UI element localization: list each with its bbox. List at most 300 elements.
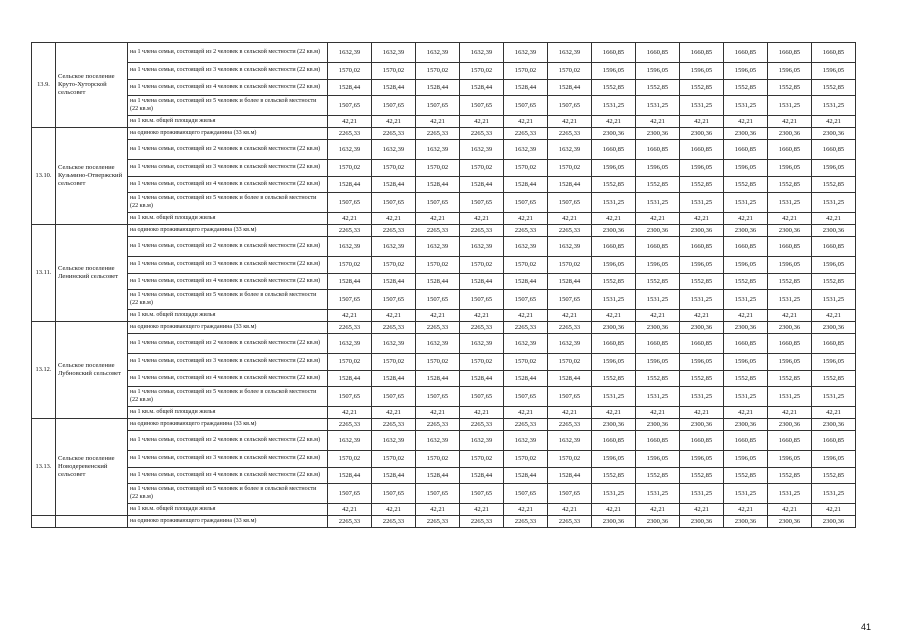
table-row bbox=[32, 43, 856, 63]
value-cell: 2265,33 bbox=[504, 322, 548, 334]
value-cell: 42,21 bbox=[768, 504, 812, 516]
value-cell: 2300,36 bbox=[680, 516, 724, 528]
value-cell: 1531,25 bbox=[812, 193, 856, 213]
value-cell: 1531,25 bbox=[768, 96, 812, 116]
value-cell: 1528,44 bbox=[328, 273, 372, 290]
value-cell: 1632,39 bbox=[328, 43, 372, 63]
table-row bbox=[32, 310, 856, 322]
value-cell: 1507,65 bbox=[548, 387, 592, 407]
value-cell: 1596,05 bbox=[724, 63, 768, 80]
value-cell: 1570,02 bbox=[416, 451, 460, 468]
table-row bbox=[32, 451, 856, 468]
value-cell: 1570,02 bbox=[548, 160, 592, 177]
value-cell: 42,21 bbox=[548, 504, 592, 516]
value-cell: 2265,33 bbox=[328, 419, 372, 431]
value-cell: 1660,85 bbox=[724, 334, 768, 354]
table-row bbox=[32, 96, 856, 116]
value-cell: 2300,36 bbox=[812, 225, 856, 237]
value-cell: 2265,33 bbox=[372, 128, 416, 140]
value-cell: 1660,85 bbox=[636, 334, 680, 354]
value-cell: 42,21 bbox=[460, 407, 504, 419]
norm-description: на 1 члена семьи, состоящей из 4 человек в сельской местности (22 кв.м) bbox=[128, 79, 328, 96]
value-cell: 1552,85 bbox=[636, 370, 680, 387]
value-cell: 1507,65 bbox=[328, 193, 372, 213]
value-cell: 1660,85 bbox=[636, 43, 680, 63]
value-cell: 1660,85 bbox=[592, 431, 636, 451]
value-cell: 2265,33 bbox=[328, 128, 372, 140]
value-cell: 1531,25 bbox=[636, 484, 680, 504]
value-cell: 2300,36 bbox=[768, 322, 812, 334]
value-cell: 1632,39 bbox=[372, 43, 416, 63]
value-cell: 1531,25 bbox=[768, 387, 812, 407]
value-cell: 2300,36 bbox=[724, 419, 768, 431]
value-cell: 1507,65 bbox=[504, 193, 548, 213]
value-cell: 1570,02 bbox=[416, 63, 460, 80]
value-cell: 1660,85 bbox=[592, 43, 636, 63]
value-cell: 1632,39 bbox=[416, 431, 460, 451]
value-cell: 1528,44 bbox=[460, 79, 504, 96]
value-cell: 42,21 bbox=[504, 310, 548, 322]
value-cell: 1528,44 bbox=[548, 467, 592, 484]
norm-description: на 1 члена семьи, состоящей из 3 человек в сельской местности (22 кв.м) bbox=[128, 160, 328, 177]
value-cell: 1531,25 bbox=[680, 193, 724, 213]
norm-description: на 1 члена семьи, состоящей из 5 человек и более в сельской местности (22 кв.м) bbox=[128, 387, 328, 407]
table-row bbox=[32, 140, 856, 160]
table-row bbox=[32, 467, 856, 484]
value-cell: 1507,65 bbox=[328, 96, 372, 116]
value-cell: 1528,44 bbox=[328, 467, 372, 484]
value-cell: 42,21 bbox=[724, 407, 768, 419]
value-cell: 42,21 bbox=[372, 116, 416, 128]
value-cell: 1507,65 bbox=[460, 387, 504, 407]
value-cell: 1507,65 bbox=[460, 96, 504, 116]
norm-description: на 1 члена семьи, состоящей из 4 человек в сельской местности (22 кв.м) bbox=[128, 273, 328, 290]
value-cell: 2265,33 bbox=[372, 419, 416, 431]
value-cell: 2265,33 bbox=[504, 419, 548, 431]
value-cell: 42,21 bbox=[636, 116, 680, 128]
value-cell: 42,21 bbox=[812, 116, 856, 128]
value-cell: 42,21 bbox=[636, 310, 680, 322]
value-cell: 1660,85 bbox=[812, 140, 856, 160]
value-cell: 1531,25 bbox=[724, 484, 768, 504]
value-cell: 1596,05 bbox=[768, 354, 812, 371]
value-cell: 1570,02 bbox=[460, 451, 504, 468]
value-cell: 1632,39 bbox=[416, 237, 460, 257]
value-cell: 1531,25 bbox=[636, 193, 680, 213]
value-cell: 1660,85 bbox=[812, 334, 856, 354]
value-cell: 1596,05 bbox=[680, 257, 724, 274]
value-cell: 42,21 bbox=[680, 213, 724, 225]
value-cell: 1552,85 bbox=[636, 467, 680, 484]
value-cell: 2300,36 bbox=[592, 516, 636, 528]
value-cell: 1552,85 bbox=[812, 176, 856, 193]
value-cell: 1528,44 bbox=[416, 370, 460, 387]
value-cell: 1632,39 bbox=[504, 43, 548, 63]
value-cell: 1570,02 bbox=[372, 451, 416, 468]
value-cell: 1552,85 bbox=[680, 467, 724, 484]
page-number: 41 bbox=[860, 622, 871, 632]
table-row bbox=[32, 128, 856, 140]
value-cell: 1507,65 bbox=[460, 193, 504, 213]
value-cell: 42,21 bbox=[548, 310, 592, 322]
value-cell: 1570,02 bbox=[328, 354, 372, 371]
value-cell: 1528,44 bbox=[460, 467, 504, 484]
value-cell: 1531,25 bbox=[812, 484, 856, 504]
value-cell: 42,21 bbox=[592, 116, 636, 128]
value-cell: 42,21 bbox=[548, 407, 592, 419]
value-cell: 1570,02 bbox=[416, 257, 460, 274]
value-cell: 1507,65 bbox=[416, 96, 460, 116]
value-cell: 1552,85 bbox=[812, 79, 856, 96]
value-cell: 1596,05 bbox=[812, 63, 856, 80]
value-cell: 2300,36 bbox=[768, 516, 812, 528]
table-row bbox=[32, 290, 856, 310]
value-cell: 1552,85 bbox=[680, 176, 724, 193]
value-cell: 2265,33 bbox=[460, 128, 504, 140]
value-cell: 2265,33 bbox=[548, 419, 592, 431]
value-cell: 42,21 bbox=[504, 116, 548, 128]
norm-description: на 1 члена семьи, состоящей из 3 человек в сельской местности (22 кв.м) bbox=[128, 451, 328, 468]
value-cell: 2265,33 bbox=[416, 128, 460, 140]
value-cell: 1660,85 bbox=[768, 237, 812, 257]
value-cell: 1632,39 bbox=[416, 140, 460, 160]
value-cell: 1596,05 bbox=[812, 354, 856, 371]
table-row bbox=[32, 431, 856, 451]
norm-description: на 1 члена семьи, состоящей из 4 человек в сельской местности (22 кв.м) bbox=[128, 467, 328, 484]
value-cell: 1570,02 bbox=[548, 451, 592, 468]
value-cell: 42,21 bbox=[372, 504, 416, 516]
value-cell: 42,21 bbox=[724, 504, 768, 516]
value-cell: 1531,25 bbox=[592, 96, 636, 116]
value-cell: 42,21 bbox=[416, 116, 460, 128]
section-index: 13.11. bbox=[32, 225, 56, 322]
table-row bbox=[32, 213, 856, 225]
table-row bbox=[32, 322, 856, 334]
settlement-name: Сельское поселение Новодеревенский сельсовет bbox=[56, 419, 128, 516]
value-cell: 1528,44 bbox=[548, 176, 592, 193]
value-cell: 2265,33 bbox=[548, 516, 592, 528]
value-cell: 1507,65 bbox=[328, 387, 372, 407]
value-cell: 1531,25 bbox=[812, 96, 856, 116]
value-cell: 1660,85 bbox=[812, 43, 856, 63]
value-cell: 1660,85 bbox=[812, 237, 856, 257]
value-cell: 1632,39 bbox=[504, 431, 548, 451]
value-cell: 1531,25 bbox=[768, 290, 812, 310]
value-cell: 1632,39 bbox=[548, 334, 592, 354]
value-cell: 1570,02 bbox=[460, 354, 504, 371]
table-row bbox=[32, 370, 856, 387]
value-cell: 1507,65 bbox=[504, 290, 548, 310]
value-cell: 1570,02 bbox=[328, 451, 372, 468]
value-cell: 1528,44 bbox=[548, 273, 592, 290]
value-cell: 2300,36 bbox=[592, 225, 636, 237]
value-cell: 1507,65 bbox=[328, 290, 372, 310]
section-index: 13.12. bbox=[32, 322, 56, 419]
norm-description: на 1 члена семьи, состоящей из 5 человек и более в сельской местности (22 кв.м) bbox=[128, 96, 328, 116]
value-cell: 1632,39 bbox=[372, 431, 416, 451]
value-cell: 1570,02 bbox=[372, 160, 416, 177]
value-cell: 1632,39 bbox=[504, 140, 548, 160]
value-cell: 1507,65 bbox=[460, 290, 504, 310]
table-row bbox=[32, 257, 856, 274]
value-cell: 1596,05 bbox=[680, 160, 724, 177]
value-cell: 1531,25 bbox=[724, 387, 768, 407]
value-cell: 1596,05 bbox=[812, 257, 856, 274]
value-cell: 1528,44 bbox=[372, 370, 416, 387]
value-cell: 42,21 bbox=[416, 213, 460, 225]
value-cell: 2300,36 bbox=[724, 128, 768, 140]
value-cell: 1660,85 bbox=[768, 334, 812, 354]
value-cell: 1596,05 bbox=[768, 257, 812, 274]
value-cell: 42,21 bbox=[460, 504, 504, 516]
value-cell: 1596,05 bbox=[680, 354, 724, 371]
value-cell: 1528,44 bbox=[504, 273, 548, 290]
value-cell: 2300,36 bbox=[592, 419, 636, 431]
table-row bbox=[32, 63, 856, 80]
norm-description: на 1 члена семьи, состоящей из 4 человек в сельской местности (22 кв.м) bbox=[128, 176, 328, 193]
value-cell: 1528,44 bbox=[372, 176, 416, 193]
value-cell: 2300,36 bbox=[680, 128, 724, 140]
value-cell: 1632,39 bbox=[548, 431, 592, 451]
table-row bbox=[32, 237, 856, 257]
value-cell: 2300,36 bbox=[592, 128, 636, 140]
value-cell: 1528,44 bbox=[328, 370, 372, 387]
value-cell: 1507,65 bbox=[504, 96, 548, 116]
table-row bbox=[32, 354, 856, 371]
settlement-name: Сельское поселение Круто-Хуторской сельсовет bbox=[56, 43, 128, 128]
value-cell: 1552,85 bbox=[636, 79, 680, 96]
value-cell: 42,21 bbox=[416, 310, 460, 322]
norm-description: на 1 члена семьи, состоящей из 2 человек в сельской местности (22 кв.м) bbox=[128, 140, 328, 160]
value-cell: 1596,05 bbox=[592, 354, 636, 371]
value-cell: 1596,05 bbox=[592, 160, 636, 177]
table-row bbox=[32, 419, 856, 431]
value-cell: 2265,33 bbox=[548, 225, 592, 237]
value-cell: 1632,39 bbox=[328, 334, 372, 354]
value-cell: 2265,33 bbox=[328, 225, 372, 237]
value-cell: 1632,39 bbox=[372, 237, 416, 257]
value-cell: 1632,39 bbox=[372, 140, 416, 160]
value-cell: 1528,44 bbox=[460, 176, 504, 193]
value-cell: 42,21 bbox=[548, 213, 592, 225]
value-cell: 1660,85 bbox=[724, 140, 768, 160]
settlement-name bbox=[56, 516, 128, 528]
value-cell: 2265,33 bbox=[372, 225, 416, 237]
value-cell: 2300,36 bbox=[636, 516, 680, 528]
value-cell: 1531,25 bbox=[592, 387, 636, 407]
value-cell: 1632,39 bbox=[416, 334, 460, 354]
value-cell: 1570,02 bbox=[328, 160, 372, 177]
value-cell: 2300,36 bbox=[592, 322, 636, 334]
value-cell: 1528,44 bbox=[416, 273, 460, 290]
section-index: 13.9. bbox=[32, 43, 56, 128]
value-cell: 1507,65 bbox=[372, 193, 416, 213]
value-cell: 1660,85 bbox=[724, 237, 768, 257]
norm-description: на 1 члена семьи, состоящей из 5 человек и более в сельской местности (22 кв.м) bbox=[128, 484, 328, 504]
norm-description: на 1 кв.м. общей площади жилья bbox=[128, 116, 328, 128]
value-cell: 1528,44 bbox=[328, 176, 372, 193]
value-cell: 1660,85 bbox=[768, 43, 812, 63]
value-cell: 2300,36 bbox=[768, 128, 812, 140]
value-cell: 1660,85 bbox=[636, 237, 680, 257]
value-cell: 42,21 bbox=[328, 407, 372, 419]
value-cell: 1596,05 bbox=[636, 354, 680, 371]
value-cell: 1507,65 bbox=[416, 387, 460, 407]
norm-description: на одиноко проживающего гражданина (33 кв.м) bbox=[128, 225, 328, 237]
value-cell: 1596,05 bbox=[724, 257, 768, 274]
value-cell: 2300,36 bbox=[680, 419, 724, 431]
value-cell: 1570,02 bbox=[372, 63, 416, 80]
value-cell: 2300,36 bbox=[636, 419, 680, 431]
value-cell: 1632,39 bbox=[460, 334, 504, 354]
norm-description: на 1 члена семьи, состоящей из 2 человек в сельской местности (22 кв.м) bbox=[128, 334, 328, 354]
value-cell: 1507,65 bbox=[548, 484, 592, 504]
value-cell: 1531,25 bbox=[636, 96, 680, 116]
value-cell: 1528,44 bbox=[504, 176, 548, 193]
value-cell: 1570,02 bbox=[328, 63, 372, 80]
value-cell: 1531,25 bbox=[592, 193, 636, 213]
value-cell: 1596,05 bbox=[592, 63, 636, 80]
table-row bbox=[32, 176, 856, 193]
value-cell: 1507,65 bbox=[548, 290, 592, 310]
value-cell: 1596,05 bbox=[812, 451, 856, 468]
value-cell: 1507,65 bbox=[504, 387, 548, 407]
value-cell: 42,21 bbox=[636, 504, 680, 516]
value-cell: 1552,85 bbox=[636, 273, 680, 290]
value-cell: 1507,65 bbox=[372, 387, 416, 407]
value-cell: 1632,39 bbox=[416, 43, 460, 63]
value-cell: 2265,33 bbox=[416, 322, 460, 334]
value-cell: 1528,44 bbox=[460, 370, 504, 387]
value-cell: 1507,65 bbox=[504, 484, 548, 504]
value-cell: 1531,25 bbox=[680, 484, 724, 504]
value-cell: 1570,02 bbox=[548, 257, 592, 274]
value-cell: 42,21 bbox=[812, 504, 856, 516]
value-cell: 1660,85 bbox=[680, 140, 724, 160]
value-cell: 1531,25 bbox=[680, 387, 724, 407]
value-cell: 1531,25 bbox=[592, 290, 636, 310]
norm-description: на 1 члена семьи, состоящей из 2 человек в сельской местности (22 кв.м) bbox=[128, 237, 328, 257]
value-cell: 1531,25 bbox=[768, 484, 812, 504]
value-cell: 1660,85 bbox=[680, 431, 724, 451]
value-cell: 42,21 bbox=[504, 407, 548, 419]
table-row bbox=[32, 516, 856, 528]
value-cell: 1531,25 bbox=[592, 484, 636, 504]
value-cell: 1660,85 bbox=[724, 43, 768, 63]
value-cell: 1552,85 bbox=[592, 176, 636, 193]
value-cell: 1660,85 bbox=[636, 431, 680, 451]
value-cell: 2265,33 bbox=[416, 419, 460, 431]
value-cell: 1531,25 bbox=[812, 290, 856, 310]
value-cell: 2300,36 bbox=[636, 128, 680, 140]
value-cell: 2300,36 bbox=[768, 225, 812, 237]
value-cell: 1596,05 bbox=[636, 160, 680, 177]
value-cell: 42,21 bbox=[812, 407, 856, 419]
value-cell: 1552,85 bbox=[724, 467, 768, 484]
value-cell: 42,21 bbox=[372, 407, 416, 419]
value-cell: 2265,33 bbox=[504, 516, 548, 528]
value-cell: 1632,39 bbox=[460, 431, 504, 451]
value-cell: 1632,39 bbox=[548, 43, 592, 63]
settlement-name: Сельское поселение Ленинский сельсовет bbox=[56, 225, 128, 322]
value-cell: 1528,44 bbox=[416, 467, 460, 484]
value-cell: 1552,85 bbox=[680, 370, 724, 387]
value-cell: 1507,65 bbox=[372, 290, 416, 310]
value-cell: 1596,05 bbox=[812, 160, 856, 177]
value-cell: 1632,39 bbox=[460, 237, 504, 257]
norm-description: на одиноко проживающего гражданина (33 кв.м) bbox=[128, 419, 328, 431]
value-cell: 1660,85 bbox=[592, 140, 636, 160]
value-cell: 1552,85 bbox=[812, 370, 856, 387]
value-cell: 42,21 bbox=[328, 310, 372, 322]
value-cell: 1570,02 bbox=[504, 63, 548, 80]
value-cell: 1632,39 bbox=[328, 431, 372, 451]
value-cell: 2300,36 bbox=[812, 419, 856, 431]
value-cell: 1596,05 bbox=[724, 451, 768, 468]
value-cell: 1531,25 bbox=[768, 193, 812, 213]
value-cell: 42,21 bbox=[812, 213, 856, 225]
value-cell: 1570,02 bbox=[548, 63, 592, 80]
value-cell: 1570,02 bbox=[372, 257, 416, 274]
value-cell: 42,21 bbox=[680, 407, 724, 419]
value-cell: 42,21 bbox=[768, 116, 812, 128]
housing-cost-table bbox=[31, 42, 856, 528]
value-cell: 42,21 bbox=[328, 213, 372, 225]
value-cell: 1552,85 bbox=[724, 176, 768, 193]
value-cell: 1507,65 bbox=[372, 484, 416, 504]
table-row bbox=[32, 193, 856, 213]
norm-description: на одиноко проживающего гражданина (33 кв.м) bbox=[128, 516, 328, 528]
value-cell: 42,21 bbox=[592, 310, 636, 322]
value-cell: 1570,02 bbox=[504, 451, 548, 468]
value-cell: 2265,33 bbox=[328, 322, 372, 334]
value-cell: 42,21 bbox=[680, 504, 724, 516]
value-cell: 1507,65 bbox=[416, 484, 460, 504]
value-cell: 42,21 bbox=[372, 310, 416, 322]
value-cell: 1531,25 bbox=[724, 193, 768, 213]
value-cell: 1596,05 bbox=[592, 451, 636, 468]
value-cell: 1632,39 bbox=[548, 140, 592, 160]
value-cell: 1552,85 bbox=[768, 176, 812, 193]
value-cell: 2300,36 bbox=[680, 225, 724, 237]
tariff-table-page bbox=[31, 42, 856, 528]
norm-description: на 1 члена семьи, состоящей из 3 человек в сельской местности (22 кв.м) bbox=[128, 354, 328, 371]
value-cell: 1552,85 bbox=[680, 79, 724, 96]
table-row bbox=[32, 504, 856, 516]
value-cell: 2300,36 bbox=[636, 225, 680, 237]
value-cell: 1596,05 bbox=[680, 451, 724, 468]
value-cell: 42,21 bbox=[372, 213, 416, 225]
value-cell: 1570,02 bbox=[548, 354, 592, 371]
value-cell: 2300,36 bbox=[680, 322, 724, 334]
value-cell: 1528,44 bbox=[548, 79, 592, 96]
value-cell: 1552,85 bbox=[636, 176, 680, 193]
table-row bbox=[32, 79, 856, 96]
value-cell: 42,21 bbox=[724, 310, 768, 322]
value-cell: 2300,36 bbox=[724, 516, 768, 528]
value-cell: 1596,05 bbox=[724, 354, 768, 371]
section-index bbox=[32, 516, 56, 528]
value-cell: 1632,39 bbox=[460, 140, 504, 160]
norm-description: на одиноко проживающего гражданина (33 кв.м) bbox=[128, 322, 328, 334]
table-row bbox=[32, 407, 856, 419]
norm-description: на 1 члена семьи, состоящей из 5 человек и более в сельской местности (22 кв.м) bbox=[128, 290, 328, 310]
value-cell: 1531,25 bbox=[680, 96, 724, 116]
norm-description: на 1 кв.м. общей площади жилья bbox=[128, 213, 328, 225]
value-cell: 1552,85 bbox=[724, 79, 768, 96]
value-cell: 1507,65 bbox=[372, 96, 416, 116]
norm-description: на 1 члена семьи, состоящей из 2 человек в сельской местности (22 кв.м) bbox=[128, 43, 328, 63]
